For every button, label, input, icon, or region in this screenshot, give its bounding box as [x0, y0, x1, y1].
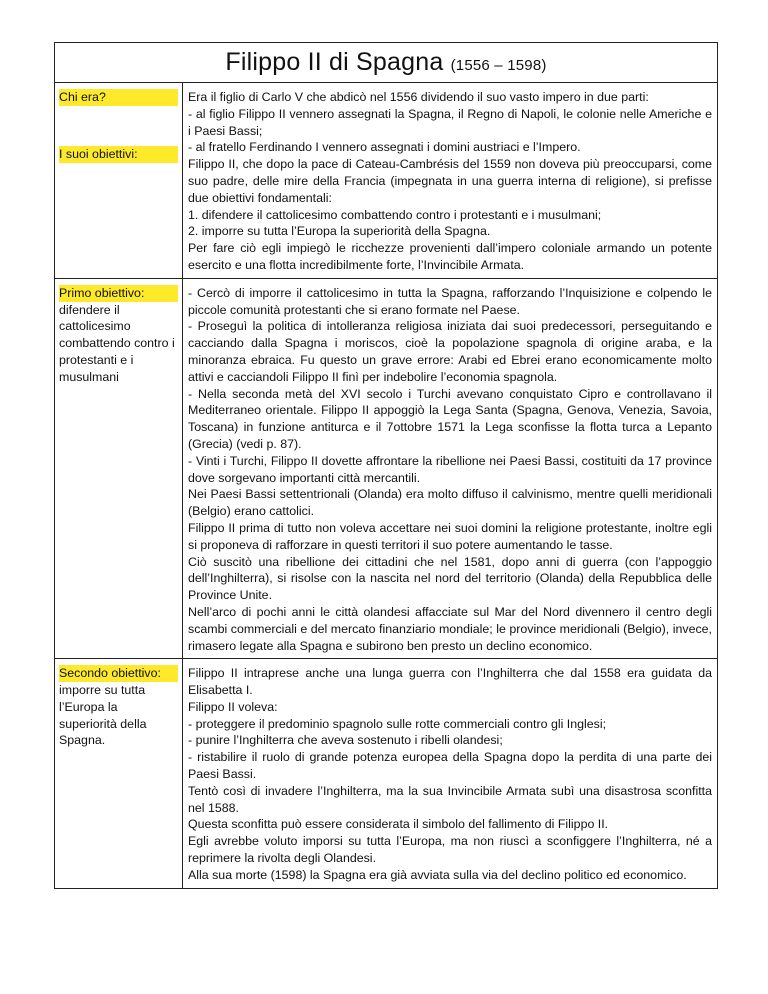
- text-line: Per fare ciò egli impiegò le ricchezze provenienti dall’impero coloniale armando un potente esercito e una flotta incredibilmente forte, l’Invincibile Armata.: [188, 241, 712, 272]
- text-line: Questa sconfitta può essere considerata il simbolo del fallimento di Filippo II.: [188, 817, 609, 832]
- text-line: - Nella seconda metà del XVI secolo i Turchi avevano conquistato Cipro e controllavano il Mediterraneo orientale. Filippo II appoggiò la Lega Santa (Spagna, Genova, Venezia, Savoia, Toscana) in funzione antiturca e il 7ottobre 1571 la Lega sconfisse la flotta turca a Lepanto (Grecia) (vedi p. 87).: [188, 386, 712, 451]
- row-intro-labels: [55, 83, 183, 278]
- text-line: 1. difendere il cattolicesimo combattendo contro i protestanti e i musulmani;: [188, 207, 602, 222]
- text-line: Filippo II voleva:: [188, 699, 278, 714]
- text-line: Filippo II intraprese anche una lunga guerra con l’Inghilterra che dal 1558 era guidata da Elisabetta I.: [188, 666, 712, 698]
- text-line: - al figlio Filippo II vennero assegnati la Spagna, il Regno di Napoli, le colonie nelle Americhe e i Paesi Bassi;: [188, 106, 712, 138]
- row-primo-obiettivo: [55, 279, 717, 660]
- text-line: Alla sua morte (1598) la Spagna era già avviata sulla via del declino politico ed economico.: [188, 867, 687, 882]
- text-line: Filippo II prima di tutto non voleva accettare nei suoi domini la religione protestante, inoltre egli si proponeva di rafforzare in questi territori il suo potere aumentando le tasse.: [188, 520, 712, 552]
- document-table: [54, 42, 718, 889]
- title-row: [55, 43, 717, 83]
- text-line: - punire l’Inghilterra che aveva sostenuto i ribelli olandesi;: [188, 733, 503, 748]
- row-secondo-text: [183, 659, 717, 887]
- row-intro-text: [183, 83, 717, 278]
- row-primo-text: [183, 279, 717, 659]
- text-line: - al fratello Ferdinando I vennero assegnati i domini austriaci e l’Impero.: [188, 140, 581, 155]
- label-primo-descrizione: difendere il cattolicesimo combattendo contro i protestanti e i musulmani: [59, 302, 175, 384]
- text-line: - proteggere il predominio spagnolo sulle rotte commerciali contro gli Inglesi;: [188, 716, 607, 731]
- text-line: Era il figlio di Carlo V che abdicò nel 1556 dividendo il suo vasto impero in due parti:: [188, 90, 649, 104]
- text-line: - Cercò di imporre il cattolicesimo in tutta la Spagna, rafforzando l’Inquisizione e colpendo le piccole comunità protestanti che si erano formate nel Paese.: [188, 285, 712, 317]
- label-secondo-obiettivo: Secondo obiettivo:: [59, 665, 178, 682]
- title-main: Filippo II di Spagna: [225, 48, 444, 76]
- row-intro: [55, 83, 717, 279]
- text-line: Ciò suscitò una ribellione dei cittadini che nel 1581, dopo anni di guerra (con l’appoggio dell’Inghilterra), si risolse con la nascita nel nord del territorio (Olanda) della Repubblica delle Province Unite.: [188, 554, 712, 603]
- label-chi-era: Chi era?: [59, 89, 178, 106]
- text-line: Tentò così di invadere l’Inghilterra, ma la sua Invincibile Armata subì una disastrosa sconfitta nel 1588.: [188, 783, 712, 815]
- text-line: Egli avrebbe voluto imporsi su tutta l’Europa, ma non riuscì a sconfiggere l’Inghilterra, né a reprimere la rivolta degli Olandesi.: [188, 834, 712, 866]
- label-obiettivi: I suoi obiettivi:: [59, 146, 178, 163]
- label-primo-obiettivo: Primo obiettivo:: [59, 285, 178, 302]
- label-secondo-descrizione: imporre su tutta l’Europa la superiorità della Spagna.: [59, 683, 147, 748]
- text-line: Nei Paesi Bassi settentrionali (Olanda) era molto diffuso il calvinismo, mentre quelli meridionali (Belgio) erano cattolici.: [188, 487, 712, 519]
- text-line: - Vinti i Turchi, Filippo II dovette affrontare la ribellione nei Paesi Bassi, costituiti da 17 province dove sorgevano importanti città mercantili.: [188, 453, 712, 485]
- text-line: - ristabilire il ruolo di grande potenza europea della Spagna dopo la perdita di una parte dei Paesi Bassi.: [188, 750, 712, 782]
- row-secondo-obiettivo: [55, 659, 717, 887]
- title-dates: (1556 – 1598): [450, 57, 547, 74]
- page-title: [225, 48, 546, 77]
- row-secondo-labels: [55, 659, 183, 887]
- text-line: 2. imporre su tutta l’Europa la superiorità della Spagna.: [188, 224, 491, 239]
- row-primo-labels: [55, 279, 183, 659]
- text-line: Filippo II, che dopo la pace di Cateau-Cambrésis del 1559 non doveva più preoccuparsi, come suo padre, delle mire della Francia (impegnata in una guerra interna di religione), si prefisse due obiettivi fondamentali:: [188, 157, 712, 205]
- text-line: - Proseguì la politica di intolleranza religiosa iniziata dai suoi predecessori, perseguitando e cacciando dalla Spagna i moriscos, cioè la popolazione spagnola di origine araba, e la minoranza ebraica. Fu questo un grave errore: Arabi ed Ebrei erano economicamente molto attivi e cacciandoli Filippo II finì per indebolire l’economia spagnola.: [188, 319, 712, 384]
- text-line: Nell’arco di pochi anni le città olandesi affacciate sul Mar del Nord divennero il centro degli scambi commerciali e del mercato finanziario mondiale; le province meridionali (Belgio), invece, rimasero legate alla Spagna e subirono ben presto un declino economico.: [188, 604, 712, 653]
